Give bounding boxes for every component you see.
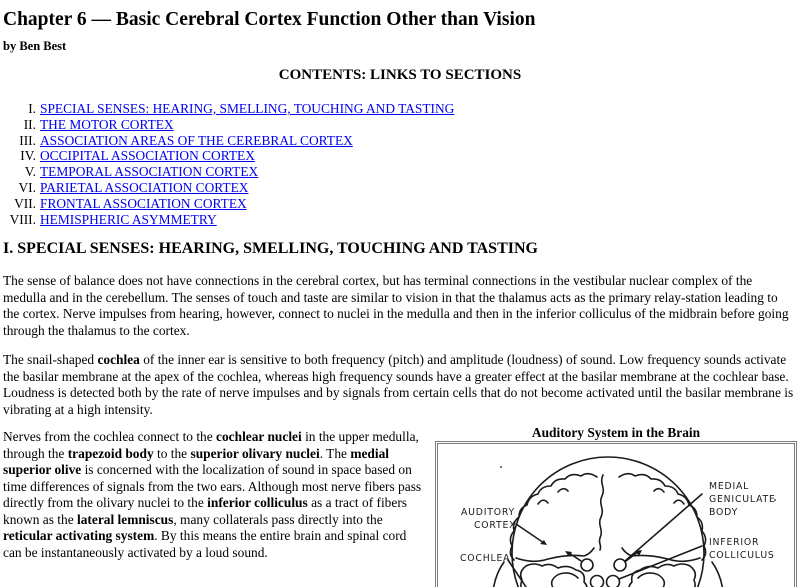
inferior-colliculus-leader	[619, 546, 702, 579]
label-medial-geniculate-line1: MEDIAL	[709, 481, 750, 493]
toc-item	[3, 133, 797, 149]
auditory-cortex-leader	[516, 524, 544, 543]
label-medial-geniculate-line2: GENICULATE	[709, 494, 776, 506]
toc-link-motor-cortex[interactable]: THE MOTOR CORTEX	[40, 116, 174, 132]
figure-caption: Auditory System in the Brain	[531, 425, 701, 441]
toc-numeral: VIII.	[9, 211, 36, 227]
left-gyri-2	[558, 489, 568, 492]
paragraph-cochlea: The snail-shaped cochlea of the inner ear is sensitive to both frequency (pitch) and amplitude (loudness) of sound. Low frequency sounds activate the basilar membrane at the apex of the cochlea, whereas high frequency sounds have a greater effect at the basilar membrane at the cochlear base. Loudness is detected both by the rate of nerve impulses and by signals from certain cells that do not become activated until the basilar membrane is vibrating at a high intensity.	[3, 352, 794, 417]
toc-link-frontal[interactable]: FRONTAL ASSOCIATION CORTEX	[40, 195, 247, 211]
label-inferior-colliculus-line1: INFERIOR	[709, 537, 760, 549]
brain-diagram	[438, 444, 794, 587]
skull-outline	[512, 457, 704, 587]
toc-numeral: II.	[23, 116, 36, 132]
toc-numeral: I.	[28, 101, 36, 116]
figure-frame	[435, 441, 797, 587]
toc-numeral: VI.	[18, 179, 36, 195]
toc-numeral: III.	[19, 132, 36, 148]
byline: by Ben Best	[3, 39, 67, 53]
inferior-colliculus-right-circle	[607, 576, 620, 587]
right-temporal-lobe	[629, 564, 695, 587]
contents-heading: CONTENTS: LINKS TO SECTIONS	[278, 67, 522, 83]
toc-item	[3, 180, 797, 196]
label-medial-geniculate-line3: BODY	[709, 507, 739, 519]
left-hippocampus-curl	[552, 573, 578, 587]
left-cortex-lower-edge	[516, 548, 594, 561]
toc-numeral: VII.	[14, 195, 36, 211]
toc-item	[3, 117, 797, 133]
left-temporal-lobe	[521, 564, 587, 587]
right-gyri-2	[654, 489, 664, 492]
toc-numeral: V.	[24, 164, 36, 180]
label-auditory-cortex-line2: CORTEX	[474, 520, 517, 532]
right-ear	[710, 562, 724, 587]
label-inferior-colliculus-line2: COLLICULUS	[709, 550, 775, 562]
page-title: Chapter 6 — Basic Cerebral Cortex Function Other than Vision	[3, 9, 536, 30]
toc-item	[3, 212, 797, 228]
left-gyri-1	[538, 501, 548, 505]
toc-link-hemispheric-asymmetry[interactable]: HEMISPHERIC ASYMMETRY	[40, 211, 217, 227]
midline-fissure	[599, 475, 603, 550]
medial-geniculate-right-circle	[614, 559, 626, 571]
paragraph-balance-touch-taste: The sense of balance does not have connections in the cerebral cortex, but has terminal connections in the vestibular nuclear complex of the medulla and in the cerebellum. The senses of touch and taste are similar to vision in that the thalamus acts as the primary relay-station leading to the cortex. Nerve impulses from hearing, however, connect to nuclei in the medulla and then in the inferior colliculus of the midbrain before going through the thalamus to the cortex.	[3, 273, 789, 338]
toc-item	[3, 148, 797, 164]
toc-link-association-areas[interactable]: ASSOCIATION AREAS OF THE CEREBRAL CORTEX	[40, 132, 353, 148]
right-cortex	[619, 474, 706, 560]
inferior-colliculus-left-circle	[591, 576, 604, 587]
toc-item	[3, 164, 797, 180]
figure-auditory-system	[435, 424, 797, 587]
auditory-pathway-block	[3, 425, 797, 565]
label-auditory-cortex-line1: AUDITORY	[461, 507, 516, 519]
medial-geniculate-left-circle	[581, 559, 593, 571]
paragraph-auditory-pathway: Nerves from the cochlea connect to the cochlear nuclei in the upper medulla, through the trapezoid body to the superior olivary nuclei. The medial superior olive is concerned with the localization of sound in space based on time differences of signals from the two ears. Although most nerve fibers pass directly from the olivary nuclei to the inferior colliculus as a tract of fibers known as the lateral lemniscus, many collaterals pass directly into the reticular activating system. By this means the entire brain and spinal cord can be instantaneously activated by a loud sound.	[3, 429, 422, 560]
arrow-to-left-cortex	[569, 553, 581, 561]
right-hippocampus-curl	[638, 573, 664, 587]
label-cochlea: COCHLEA	[460, 553, 511, 565]
left-ear	[492, 562, 506, 587]
toc-item	[3, 196, 797, 212]
toc-link-occipital[interactable]: OCCIPITAL ASSOCIATION CORTEX	[40, 148, 255, 164]
toc-link-special-senses[interactable]: SPECIAL SENSES: HEARING, SMELLING, TOUCHING AND TASTING	[40, 101, 455, 116]
scan-speck-1	[500, 466, 502, 468]
toc-link-temporal[interactable]: TEMPORAL ASSOCIATION CORTEX	[40, 164, 259, 180]
left-cortex	[510, 474, 597, 560]
toc-link-parietal[interactable]: PARIETAL ASSOCIATION CORTEX	[40, 179, 249, 195]
toc-item	[3, 101, 797, 117]
toc-numeral: IV.	[20, 148, 36, 164]
right-gyri-1	[674, 501, 684, 505]
contents-list	[3, 101, 797, 227]
section-heading-special-senses: I. SPECIAL SENSES: HEARING, SMELLING, TOUCHING AND TASTING	[3, 240, 538, 258]
